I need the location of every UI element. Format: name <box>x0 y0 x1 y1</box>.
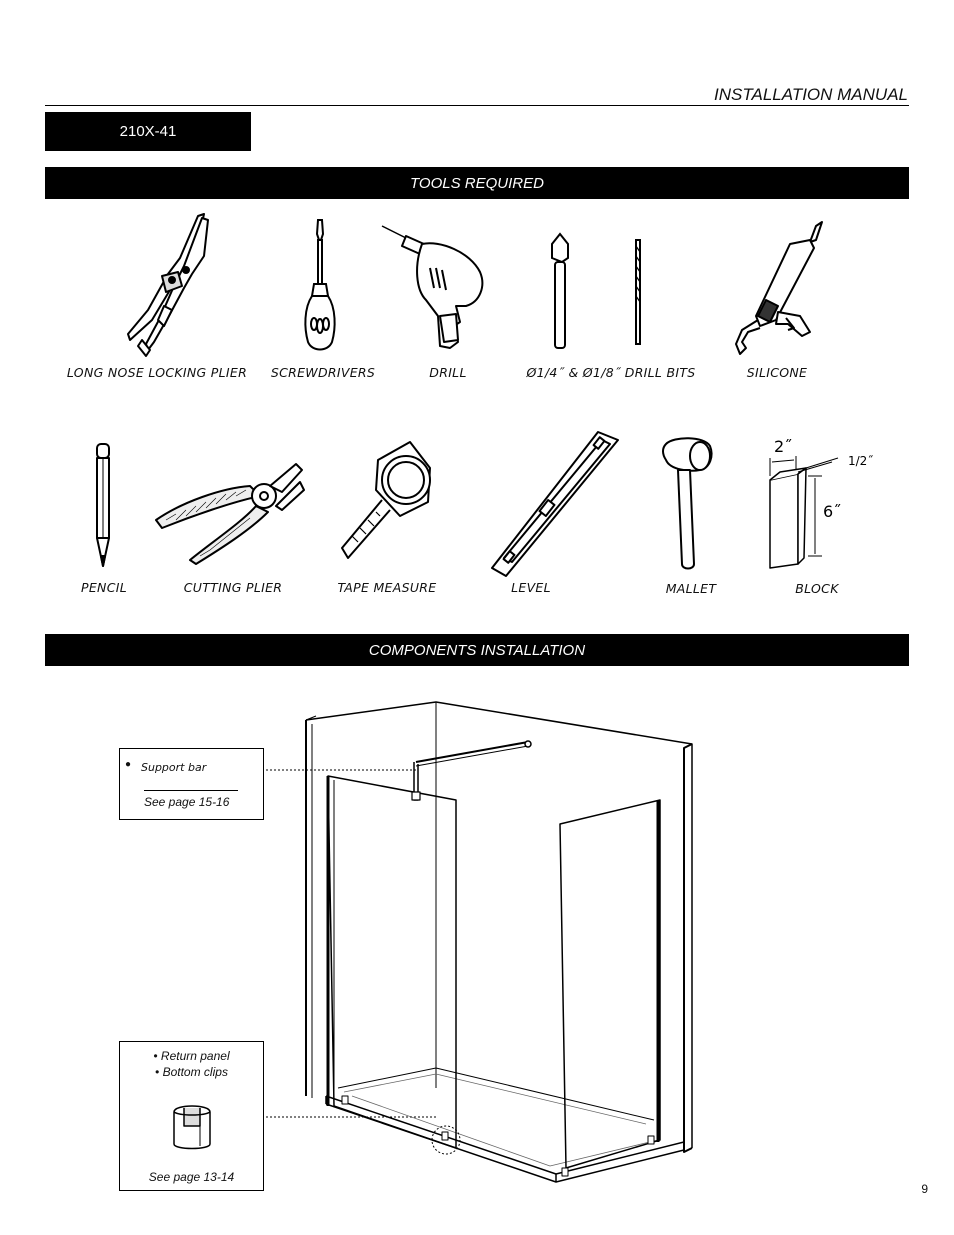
section-components-installation: COMPONENTS INSTALLATION <box>45 634 909 666</box>
tool-label-cutting-plier: CUTTING PLIER <box>183 580 283 595</box>
block-height-label: 6˝ <box>823 502 842 521</box>
support-bar-callout <box>119 748 264 820</box>
tool-label-block: BLOCK <box>795 581 839 596</box>
tool-label-locking-plier: LONG NOSE LOCKING PLIER <box>66 365 248 380</box>
tool-label-mallet: MALLET <box>665 581 717 596</box>
bottom-clips-label: • Bottom clips <box>155 1065 228 1079</box>
support-bar-label: Support bar <box>141 761 207 774</box>
return-panel-leader-line <box>262 1114 442 1120</box>
tool-label-drill-bits: Ø1/4˝ & Ø1/8˝ DRILL BITS <box>526 365 696 380</box>
level-icon <box>490 430 622 578</box>
model-number: 210X-41 <box>45 112 251 151</box>
return-panel-label: • Return panel <box>153 1049 230 1063</box>
tool-label-tape-measure: TAPE MEASURE <box>337 580 437 595</box>
bottom-clip-icon <box>170 1102 214 1152</box>
caulking-gun-icon <box>730 220 830 360</box>
callout-divider <box>144 790 238 791</box>
tool-label-pencil: PENCIL <box>81 580 127 595</box>
block-width-label: 2˝ <box>774 437 793 456</box>
drill-icon <box>380 222 490 354</box>
bullet-icon: ● <box>125 759 132 770</box>
manual-title: INSTALLATION MANUAL <box>714 85 908 104</box>
cutting-plier-icon <box>152 462 306 564</box>
tape-measure-icon <box>338 440 434 564</box>
tool-label-silicone: SILICONE <box>746 365 808 380</box>
locking-plier-icon <box>118 210 218 358</box>
header-rule <box>45 105 909 106</box>
page-number: 9 <box>921 1182 928 1196</box>
drill-bits-icon <box>548 232 648 352</box>
block-icon <box>768 436 888 570</box>
tool-label-screwdrivers: SCREWDRIVERS <box>270 365 376 380</box>
tool-label-level: LEVEL <box>511 580 551 595</box>
screwdriver-icon <box>302 218 338 353</box>
section-tools-required: TOOLS REQUIRED <box>45 167 909 199</box>
block-thickness-label: 1/2˝ <box>848 454 874 468</box>
support-bar-leader-line <box>262 768 422 772</box>
return-panel-page-ref: See page 13-14 <box>148 1170 235 1184</box>
mallet-icon <box>660 436 716 572</box>
return-panel-callout <box>119 1041 264 1191</box>
support-bar-page-ref: See page 15-16 <box>144 795 230 809</box>
tool-label-drill: DRILL <box>429 365 467 380</box>
pencil-icon <box>94 442 112 568</box>
